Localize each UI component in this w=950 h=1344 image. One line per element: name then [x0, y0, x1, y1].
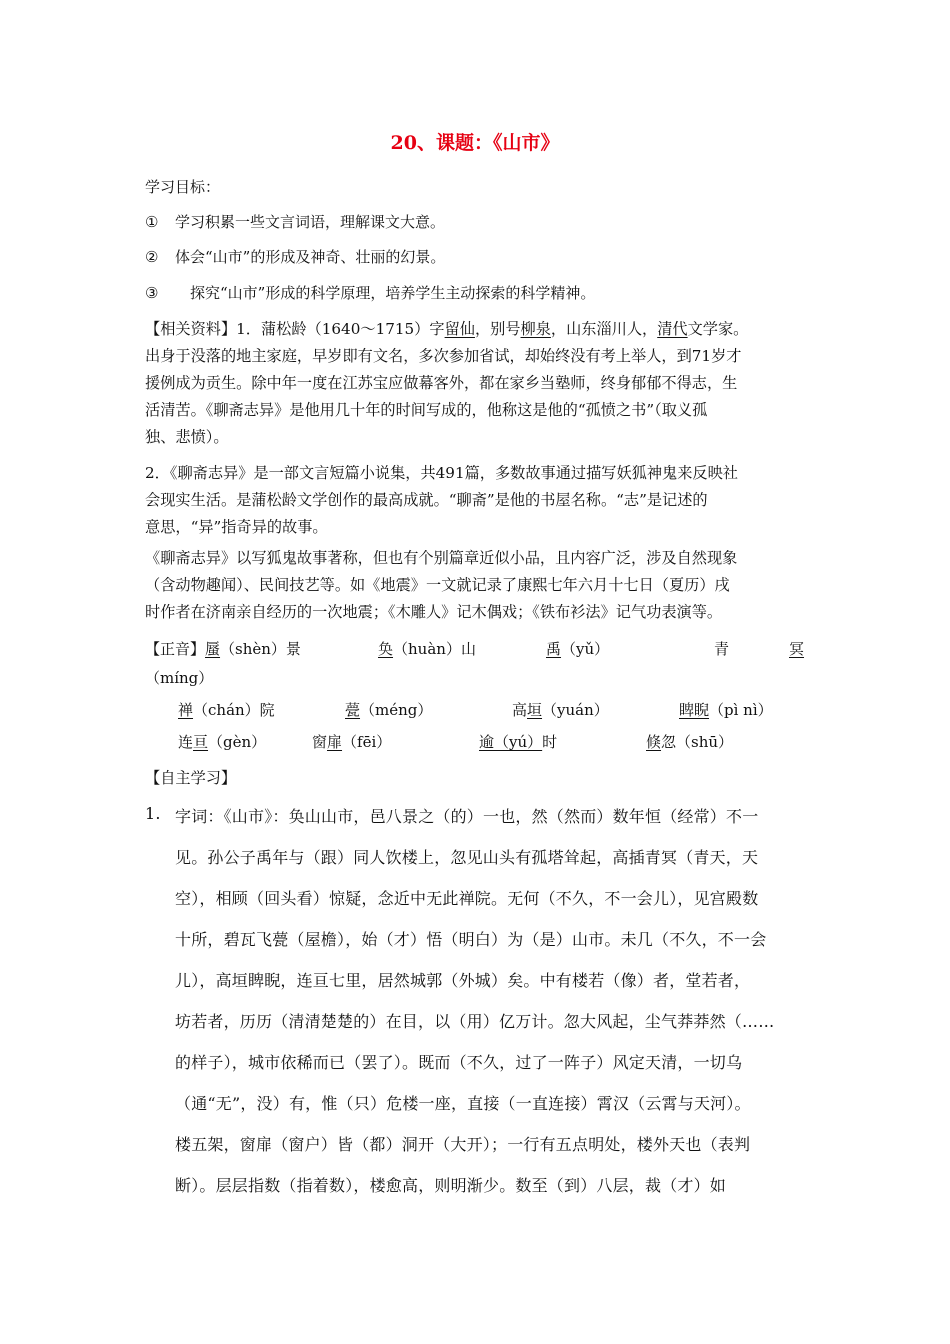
- materials-line: 活清苦。《聊斋志异》是他用几十年的时间写成的，他称这是他的“孤愤之书”（取义孤: [145, 401, 708, 419]
- materials-line: 2．《聊斋志异》是一部文言短篇小说集，共491篇，多数故事通过描写妖狐神鬼来反映社: [145, 464, 738, 482]
- study-text-line: 的样子），城市依稀而已（罢了）。既而（不久，过了一阵子）风定天清，一切乌: [175, 1053, 743, 1072]
- pron-pinyin: （shèn）景: [220, 640, 301, 658]
- pronunciation-label: 【正音】: [145, 640, 206, 658]
- study-text-line: 断）。层层指数（指着数），楼愈高，则明渐少。数至（到）八层，裁（才）如: [175, 1176, 727, 1195]
- pron-item: [546, 638, 609, 659]
- materials-line: 援例成为贡生。除中年一度在江苏宝应做幕客外，都在家乡当塾师，终身郁郁不得志，生: [145, 374, 738, 392]
- pron-item: [178, 699, 275, 720]
- objective-text: 学习积累一些文言词语，理解课文大意。: [175, 213, 446, 231]
- materials-text: ，山东淄川人，: [550, 320, 658, 338]
- pron-pinyin: （fēi）: [342, 733, 392, 751]
- pron-pinyin: （gèn）: [208, 733, 267, 751]
- materials-line: 意思，“异”指奇异的故事。: [145, 518, 328, 536]
- pron-item: [178, 731, 266, 752]
- objective-item: [145, 211, 445, 232]
- pron-item: [312, 731, 391, 752]
- pron-char: 亘: [193, 733, 209, 751]
- study-text-line: （通“无”，没）有，惟（只）危楼一座，直接（一直连接）霄汉（云霄与天河）。: [175, 1094, 751, 1113]
- pron-pinyin: （yǔ）: [561, 640, 610, 658]
- materials-line: 《聊斋志异》以写狐鬼故事著称，但也有个别篇章近似小品，且内容广泛，涉及自然现象: [145, 549, 738, 567]
- self-study-heading: 【自主学习】: [145, 769, 237, 787]
- pron-pinyin: （chán）院: [193, 701, 275, 719]
- materials-line: 独、悲愤）。: [145, 428, 229, 446]
- pron-char: 睥睨: [679, 701, 710, 719]
- study-text-line: 空），相顾（回头看）惊疑，念近中无此禅院。无何（不久，不一会儿），见宫殿数: [175, 889, 759, 908]
- pron-pinyin: 忽（shū）: [661, 733, 734, 751]
- dynasty-name: 清代: [657, 320, 688, 338]
- objective-text: 探究“山市”形成的科学原理，培养学生主动探索的科学精神。: [175, 284, 596, 302]
- pron-pinyin: （yuán）: [542, 701, 609, 719]
- materials-text: 【相关资料】1．蒲松龄（1640～1715）字: [145, 320, 445, 338]
- study-text-line: 坊若者，历历（清清楚楚的）在目，以（用）亿万计。忽大风起，尘气莽莽然（……: [175, 1012, 775, 1031]
- objective-item: [145, 246, 445, 267]
- pronunciation-heading: [145, 638, 301, 659]
- pron-item: [714, 638, 729, 659]
- study-text-line: 见。孙公子禹年与（跟）同人饮楼上，忽见山头有孤塔耸起，高插青冥（青天，天: [175, 848, 759, 867]
- pron-prefix: 连: [178, 733, 194, 751]
- objectives-heading: 学习目标：: [145, 178, 221, 196]
- pron-item: [479, 731, 557, 752]
- materials-text: ，别号: [474, 320, 521, 338]
- objective-number: ③: [145, 284, 159, 302]
- pron-char: 扉: [327, 733, 343, 751]
- materials-text: 文学家。: [687, 320, 749, 338]
- objective-text: 体会“山市”的形成及神奇、壮丽的幻景。: [175, 248, 446, 266]
- materials-line: （含动物趣闻）、民间技艺等。如《地震》一文就记录了康熙七年六月十七日（夏历）戌: [145, 576, 730, 594]
- pron-char: 蜃: [205, 640, 221, 658]
- pron-item: [378, 638, 476, 659]
- study-text-line: 十所，碧瓦飞甍（屋檐），始（才）悟（明白）为（是）山市。未几（不久，不一会: [175, 930, 767, 949]
- materials-line: 出身于没落的地主家庭，早岁即有文名，多次参加省试，却始终没有考上举人，到71岁才: [145, 347, 742, 365]
- materials-line: 会现实生活。是蒲松龄文学创作的最高成就。“聊斋”是他的书屋名称。“志”是记述的: [145, 491, 708, 509]
- study-text-line: 楼五架，窗扉（窗户）皆（都）洞开（大开）；一行有五点明处，楼外天也（表判: [175, 1135, 751, 1154]
- pron-prefix: 窗: [312, 733, 328, 751]
- objective-item: [145, 282, 595, 303]
- pron-char: 禹: [546, 640, 562, 658]
- pron-char: 垣: [527, 701, 543, 719]
- pron-item: [789, 638, 804, 659]
- self-study-number: 1.: [145, 804, 161, 823]
- pron-pinyin: （huàn）山: [393, 640, 476, 658]
- pron-item: [679, 699, 773, 720]
- study-text-line: 字词：《山市》：奂山山市，邑八景之（的）一也，然（然而）数年恒（经常）不一: [175, 807, 759, 826]
- pron-pinyin: 时: [542, 733, 558, 751]
- page-title: 20、课题：《山市》: [390, 132, 560, 154]
- objective-number: ①: [145, 213, 159, 231]
- pron-prefix: 青: [714, 640, 730, 658]
- pron-char: 冥: [789, 640, 805, 658]
- pron-char: 逾（yú）: [479, 733, 543, 751]
- objective-number: ②: [145, 248, 159, 266]
- pron-item: [345, 699, 432, 720]
- materials-line: 时作者在济南亲自经历的一次地震；《木雕人》记木偶戏；《铁布衫法》记气功表演等。: [145, 603, 723, 621]
- pron-pinyin: （míng）: [145, 669, 214, 687]
- pron-char: 倏: [646, 733, 662, 751]
- art-name: 柳泉: [520, 320, 551, 338]
- pron-char: 奂: [378, 640, 394, 658]
- materials-line: [145, 318, 748, 339]
- pron-item: [512, 699, 609, 720]
- pron-char: 甍: [345, 701, 361, 719]
- pron-prefix: 高: [512, 701, 528, 719]
- pron-pinyin: （méng）: [360, 701, 433, 719]
- courtesy-name: 留仙: [444, 320, 475, 338]
- study-text-line: 儿），高垣睥睨，连亘七里，居然城郭（外城）矣。中有楼若（像）者，堂若者，: [175, 971, 751, 990]
- pron-char: 禅: [178, 701, 194, 719]
- pron-pinyin: （pì nì）: [709, 701, 773, 719]
- pron-item: [646, 731, 733, 752]
